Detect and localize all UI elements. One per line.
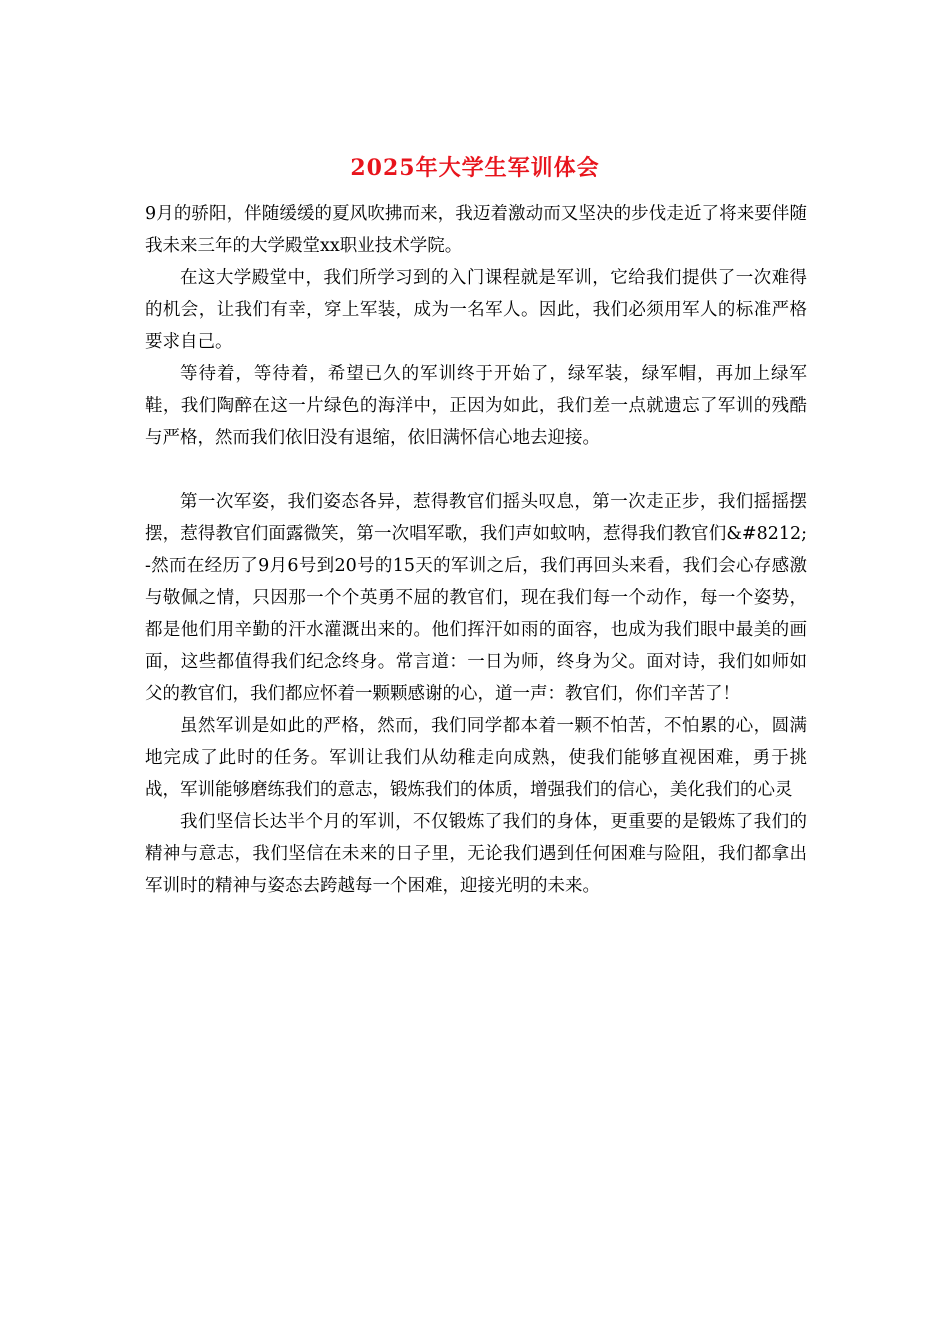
paragraph-strict-training: 虽然军训是如此的严格，然而，我们同学都本着一颗不怕苦，不怕累的心，圆满地完成了此时的任务。军训让我们从幼稚走向成熟，使我们能够直视困难，勇于挑战，军训能够磨练我们的意志，锻炼我们的体质，增强我们的信心，美化我们的心灵 xyxy=(145,716,807,800)
document-title: 2025年大学生军训体会 xyxy=(350,155,600,181)
paragraph-first-times: 第一次军姿，我们姿态各异，惹得教官们摇头叹息，第一次走正步，我们摇摇摆摆，惹得教官们面露微笑，第一次唱军歌，我们声如蚊呐，惹得我们教官们&#8212;-然而在经历了9月6号到20号的15天的军训之后，我们再回头来看，我们会心存感激与敬佩之情，只因那一个个英勇不屈的教官们，现在我们每一个动作，每一个姿势，都是他们用辛勤的汗水灌溉出来的。他们挥汗如雨的面容，也成为我们眼中最美的画面，这些都值得我们纪念终身。常言道：一日为师，终身为父。面对诗，我们如师如父的教官们，我们都应怀着一颗颗感谢的心，道一声：教官们，你们辛苦了！ xyxy=(145,492,807,704)
document-body xyxy=(145,198,807,902)
paragraph-waiting: 等待着，等待着，希望已久的军训终于开始了，绿军装，绿军帽，再加上绿军鞋，我们陶醉在这一片绿色的海洋中，正因为如此，我们差一点就遗忘了军训的残酷与严格，然而我们依旧没有退缩，依旧满怀信心地去迎接。 xyxy=(145,364,807,448)
blank-line xyxy=(145,454,807,486)
paragraph-military-training-course: 在这大学殿堂中，我们所学习到的入门课程就是军训，它给我们提供了一次难得的机会，让我们有幸，穿上军装，成为一名军人。因此，我们必须用军人的标准严格要求自己。 xyxy=(145,268,807,352)
paragraph-conclusion: 我们坚信长达半个月的军训，不仅锻炼了我们的身体，更重要的是锻炼了我们的精神与意志，我们坚信在未来的日子里，无论我们遇到任何困难与险阻，我们都拿出军训时的精神与姿态去跨越每一个困难，迎接光明的未来。 xyxy=(145,812,807,896)
paragraph-intro: 9月的骄阳，伴随缓缓的夏风吹拂而来，我迈着激动而又坚决的步伐走近了将来要伴随我未来三年的大学殿堂xx职业技术学院。 xyxy=(145,204,807,256)
